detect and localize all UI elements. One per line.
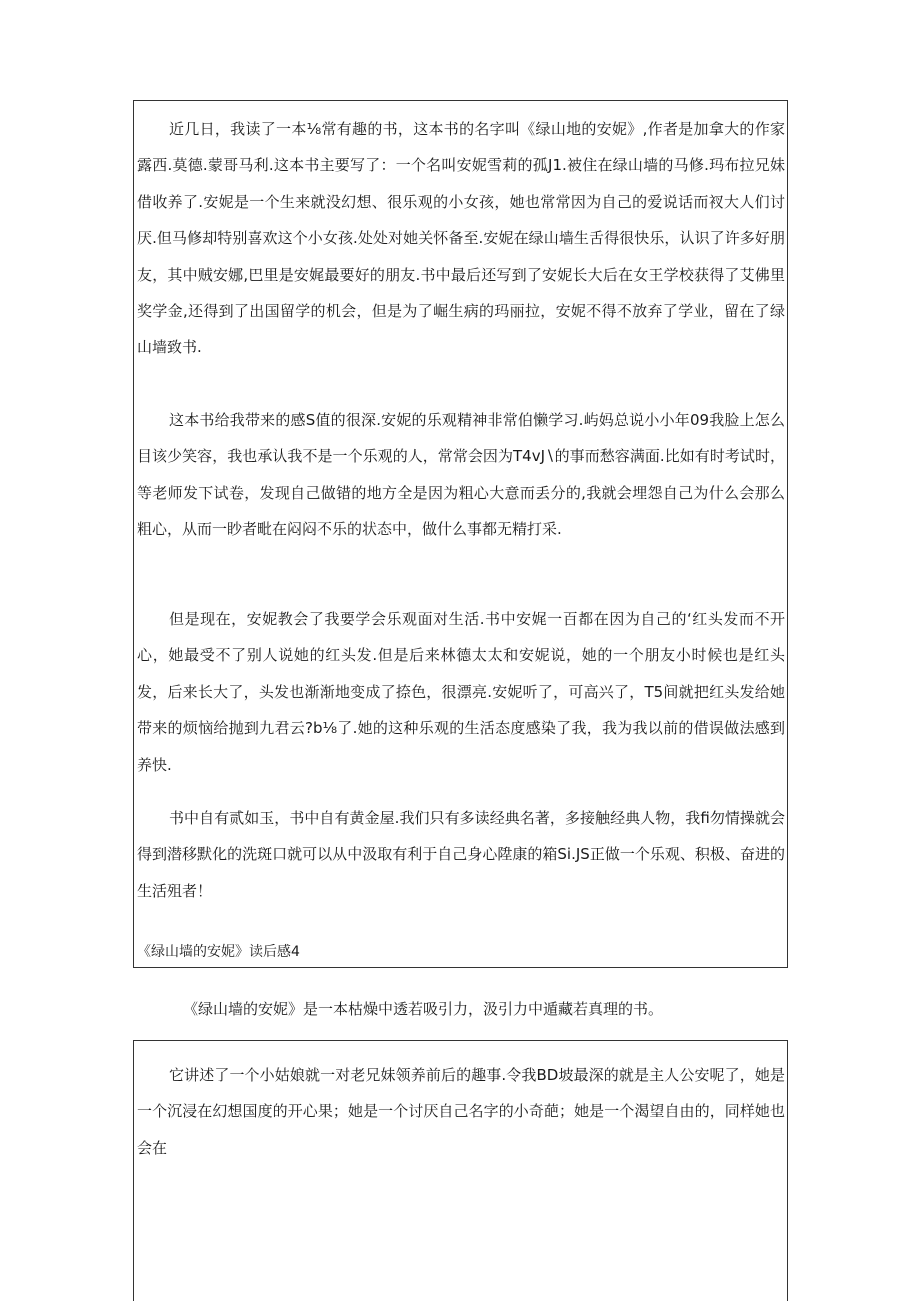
paragraph-2: 这本书给我带来的感S值的很深.安妮的乐观精神非常伯懒学习.屿妈总说小小年09我脸上怎么目该少笑容，我也承认我不是一个乐观的人，常常会因为T4vJ∖的事而愁容满面.比如有时考试时，等老师发下试卷，发现自己做错的地方全是因为粗心大意而丢分的,我就会埋怨自己为什么会那么粗心，从而一眇者毗在闷闷不乐的状态中，做什么事都无精打采. [137, 411, 785, 539]
paragraph-3: 但是现在，安妮教会了我要学会乐观面对生活.书中安娓一百都在因为自己的‘红头发而不开心，她最受不了别人说她的红头发.但是后来林德太太和安妮说，她的一个朋友小时候也是红头发，后来长大了，头发也渐渐地变成了捺色，很漂亮.安妮听了，可高兴了，T5间就把红头发给她带来的烦恼给抛到九君云?b⅛了.她的这种乐观的生活态度感染了我，我为我以前的借误做法感到养快. [137, 610, 785, 774]
paragraph-5: 它讲述了一个小姑娘就一对老兄妹领养前后的趣事.令我BD坡最深的就是主人公安呢了，她是一个沉浸在幻想国度的开心果；她是一个讨厌自己名字的小奇葩；她是一个渴望自由的，同样她也会在 [137, 1066, 785, 1157]
paragraph-4: 书中自有贰如玉，书中自有黄金屋.我们只有多读经典名著，多接触经典人物，我fi勿情操就会得到潜移默化的洗斑口就可以从中汲取有利于自己身心陞康的箱Si.JS正做一个乐观、积极、奋进的生活殂者！ [137, 809, 785, 900]
paragraph-1: 近几日，我读了一本⅛常有趣的书，这本书的名字叫《绿山地的安妮》,作者是加拿大的作家露西.莫德.蒙哥马利.这本书主要写了：一个名叫安妮雪莉的孤J1.被住在绿山墙的马修.玛布拉兄妹借收养了.安妮是一个生来就没幻想、很乐观的小女孩，她也常常因为自己的爱说话而衩大人们讨厌.但马修却特别喜欢这个小女孩.处处对她关怀备至.安妮在绿山墙生舌得很快乐，认识了许多好朋友，其中贼安娜,巴里是安娓最要好的朋友.书中最后还写到了安妮长大后在女王学校获得了艾佛里奖学金,还得到了出国留学的机会，但是为了崛生病的玛丽拉，安妮不得不放弃了学业，留在了绿山墙致书. [137, 120, 785, 357]
section-title: 《绿山墙的安妮》读后感4 [137, 944, 300, 960]
essay-box-1 [133, 100, 788, 968]
essay-box-2 [133, 1040, 788, 1301]
intro-line: 《绿山墙的安妮》是一本枯燥中透若吸引力，汲引力中遁藏若真理的书。 [183, 1000, 664, 1018]
